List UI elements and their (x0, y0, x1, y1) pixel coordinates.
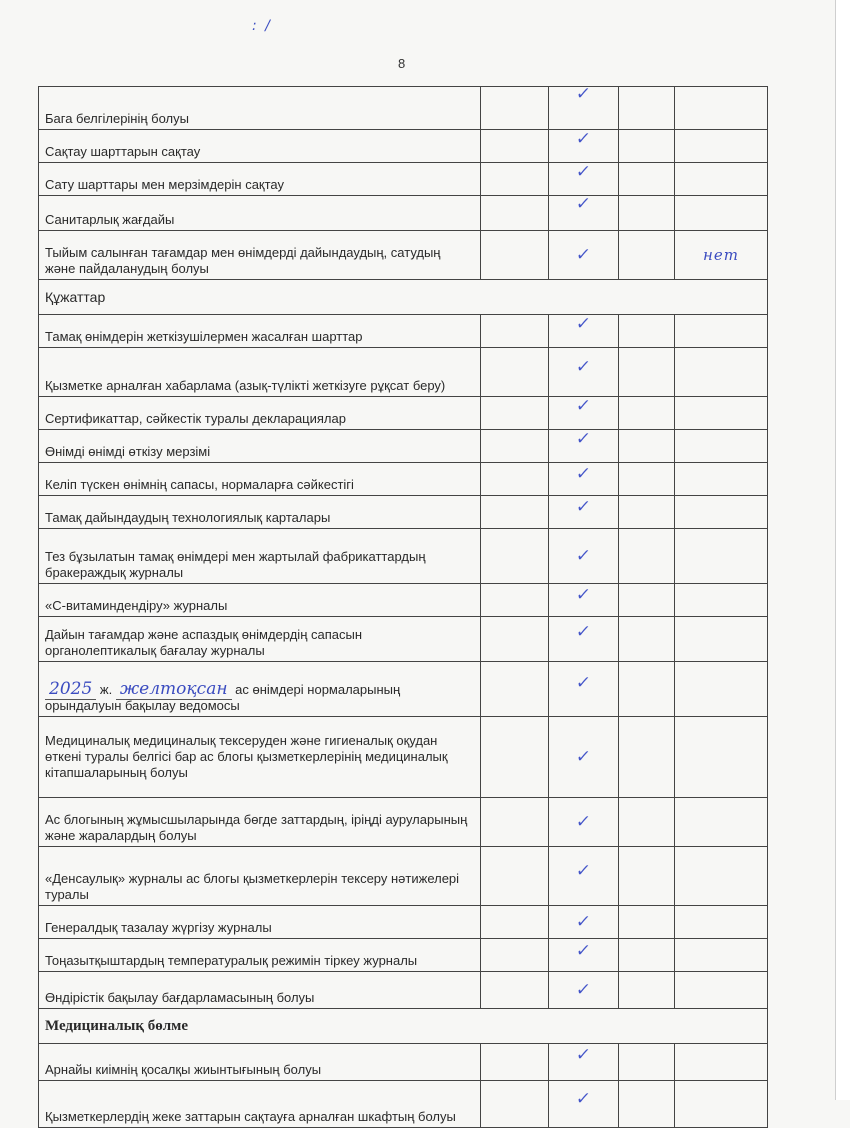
table-row (38, 83, 768, 130)
check-icon: ✓ (575, 193, 593, 214)
check-icon: ✓ (575, 463, 593, 484)
check-cell (549, 231, 619, 279)
note-cell (675, 584, 767, 616)
column-c-cell (619, 163, 675, 195)
section-title: Құжаттар (45, 289, 106, 305)
table-row (38, 617, 768, 662)
table-row (38, 430, 768, 463)
column-c-cell (619, 87, 675, 129)
check-cell (549, 315, 619, 347)
column-c-cell (619, 397, 675, 429)
check-cell (549, 463, 619, 495)
check-icon: ✓ (575, 545, 593, 566)
column-a-cell (481, 1044, 549, 1080)
criterion-text: Өндірістік бақылау бағдарламасының болуы (39, 972, 481, 1008)
note-cell (675, 130, 767, 162)
criterion-text: Тамақ дайындаудың технологиялық карталары (39, 496, 481, 528)
section-title: Медициналық бөлме (45, 1018, 189, 1034)
check-cell (549, 193, 619, 230)
column-c-cell (619, 130, 675, 162)
criterion-text: Келіп түскен өнімнің сапасы, нормаларға сәйкестігі (39, 463, 481, 495)
column-c-cell (619, 348, 675, 396)
note-cell (675, 972, 767, 1008)
check-cell (549, 348, 619, 396)
check-icon: ✓ (575, 244, 593, 265)
column-c-cell (619, 798, 675, 846)
note-cell (675, 430, 767, 462)
column-c-cell (619, 584, 675, 616)
table-row (38, 193, 768, 231)
column-c-cell (619, 430, 675, 462)
column-c-cell (619, 847, 675, 905)
check-icon: ✓ (575, 584, 593, 605)
column-c-cell (619, 617, 675, 661)
table-row (38, 463, 768, 496)
criterion-text: Бага белгілерінің болуы (39, 87, 481, 129)
note-cell (675, 87, 767, 129)
check-icon: ✓ (575, 979, 593, 1000)
column-a-cell (481, 906, 549, 938)
check-icon: ✓ (575, 161, 593, 182)
column-a-cell (481, 163, 549, 195)
column-c-cell (619, 315, 675, 347)
criterion-text: Сату шарттары мен мерзімдерін сақтау (39, 163, 481, 195)
table-row (38, 348, 768, 397)
criterion-text (39, 662, 481, 716)
criterion-text: Генералдық тазалау жүргізу журналы (39, 906, 481, 938)
table-row (38, 1081, 768, 1128)
table-row (38, 529, 768, 584)
note-cell (675, 397, 767, 429)
check-icon: ✓ (575, 672, 593, 693)
column-c-cell (619, 939, 675, 971)
handwritten-mark: : / (252, 18, 272, 34)
check-icon: ✓ (575, 428, 593, 449)
note-cell (675, 463, 767, 495)
column-c-cell (619, 717, 675, 797)
note-cell (675, 529, 767, 583)
table-row (38, 584, 768, 617)
check-cell (549, 939, 619, 971)
check-cell (549, 847, 619, 905)
check-cell (549, 617, 619, 661)
check-icon: ✓ (575, 911, 593, 932)
column-a-cell (481, 430, 549, 462)
criterion-text: Қызметке арналған хабарлама (азық-түлікті жеткізуге рұқсат беру) (39, 348, 481, 396)
criterion-flow (45, 681, 474, 714)
column-a-cell (481, 617, 549, 661)
note-cell (675, 1044, 767, 1080)
note-cell (675, 196, 767, 230)
table-row (38, 130, 768, 163)
note-cell (675, 717, 767, 797)
criterion-text: Тоңазытқыштардың температуралық режимін тіркеу журналы (39, 939, 481, 971)
column-c-cell (619, 529, 675, 583)
table-row (38, 496, 768, 529)
column-a-cell (481, 196, 549, 230)
table-row (38, 315, 768, 348)
column-a-cell (481, 939, 549, 971)
criterion-text: Сертификаттар, сәйкестік туралы декларациялар (39, 397, 481, 429)
column-c-cell (619, 1081, 675, 1127)
note-cell (675, 1081, 767, 1127)
check-cell (549, 130, 619, 162)
check-icon: ✓ (575, 313, 593, 334)
check-icon: ✓ (575, 83, 593, 104)
column-a-cell (481, 717, 549, 797)
note-cell (675, 496, 767, 528)
criterion-text: Арнайы киімнің қосалқы жиынтығының болуы (39, 1044, 481, 1080)
check-icon: ✓ (575, 395, 593, 416)
note-cell (675, 617, 767, 661)
check-cell (549, 798, 619, 846)
table-row (38, 972, 768, 1009)
table-row (38, 847, 768, 906)
criterion-text: Дайын тағамдар және аспаздық өнімдердің сапасын органолептикалық бағалау журналы (39, 617, 481, 661)
check-cell (549, 529, 619, 583)
note-cell (675, 662, 767, 716)
column-a-cell (481, 463, 549, 495)
table-row (38, 662, 768, 717)
column-c-cell (619, 972, 675, 1008)
criterion-text: Санитарлық жағдайы (39, 196, 481, 230)
page-number: 8 (398, 56, 406, 71)
column-a-cell (481, 348, 549, 396)
column-a-cell (481, 529, 549, 583)
section-row (38, 280, 768, 315)
table-row (38, 906, 768, 939)
check-cell (549, 584, 619, 616)
column-a-cell (481, 397, 549, 429)
note-cell (675, 163, 767, 195)
criterion-text: Тамақ өнімдерін жеткізушілермен жасалған шарттар (39, 315, 481, 347)
check-icon: ✓ (575, 128, 593, 149)
criterion-text: Ас блогының жұмысшыларында бөгде заттардың, іріңді ауруларының және жаралардың болуы (39, 798, 481, 846)
criterion-text: Өнімді өнімді өткізу мерзімі (39, 430, 481, 462)
column-a-cell (481, 847, 549, 905)
check-cell (549, 717, 619, 797)
check-cell (549, 1081, 619, 1127)
criterion-text: Сақтау шарттарын сақтау (39, 130, 481, 162)
check-cell (549, 430, 619, 462)
check-icon: ✓ (575, 621, 593, 642)
column-c-cell (619, 231, 675, 279)
check-icon: ✓ (575, 1044, 593, 1065)
checklist-table (38, 83, 768, 1128)
handwritten-year: 2025 (45, 679, 96, 700)
check-icon: ✓ (575, 1088, 593, 1109)
check-icon: ✓ (575, 496, 593, 517)
check-cell (549, 662, 619, 716)
check-icon: ✓ (575, 811, 593, 832)
column-a-cell (481, 130, 549, 162)
criterion-text-rest: ас өнімдері нормаларының орындалуын бақылау ведомосы (45, 682, 401, 713)
column-c-cell (619, 496, 675, 528)
column-c-cell (619, 662, 675, 716)
table-row (38, 1044, 768, 1081)
column-c-cell (619, 906, 675, 938)
table-row (38, 163, 768, 196)
check-icon: ✓ (575, 356, 593, 377)
note-cell (675, 315, 767, 347)
note-cell (675, 939, 767, 971)
column-c-cell (619, 463, 675, 495)
note-cell (675, 348, 767, 396)
note-cell (675, 847, 767, 905)
handwritten-note: нет (703, 246, 739, 264)
column-a-cell (481, 584, 549, 616)
criterion-text: «Денсаулық» журналы ас блогы қызметкерлерін тексеру нәтижелері туралы (39, 847, 481, 905)
column-a-cell (481, 315, 549, 347)
column-a-cell (481, 798, 549, 846)
column-a-cell (481, 231, 549, 279)
check-cell (549, 1044, 619, 1080)
criterion-text: Қызметкерлердің жеке заттарын сақтауға арналған шкафтың болуы (39, 1081, 481, 1127)
check-cell (549, 906, 619, 938)
note-cell (675, 231, 767, 279)
section-row (38, 1009, 768, 1044)
column-a-cell (481, 496, 549, 528)
check-cell (549, 397, 619, 429)
table-row (38, 397, 768, 430)
page-edge (835, 0, 850, 1100)
criterion-text: Тез бұзылатын тамақ өнімдері мен жартылай фабрикаттардың бракераждық журналы (39, 529, 481, 583)
check-cell (549, 83, 619, 129)
note-cell (675, 906, 767, 938)
column-a-cell (481, 87, 549, 129)
column-c-cell (619, 196, 675, 230)
check-icon: ✓ (575, 940, 593, 961)
column-a-cell (481, 662, 549, 716)
note-cell (675, 798, 767, 846)
check-icon: ✓ (575, 860, 593, 881)
table-row (38, 798, 768, 847)
table-row (38, 231, 768, 280)
check-cell (549, 496, 619, 528)
criterion-text: Тыйым салынған тағамдар мен өнімдерді дайындаудың, сатудың және пайдаланудың болуы (39, 231, 481, 279)
column-c-cell (619, 1044, 675, 1080)
handwritten-month: желтоқсан (116, 679, 232, 700)
column-a-cell (481, 972, 549, 1008)
check-cell (549, 972, 619, 1008)
table-row (38, 939, 768, 972)
column-a-cell (481, 1081, 549, 1127)
criterion-text: Медициналық медициналық тексеруден және гигиеналық оқудан өткені туралы белгісі бар ас блогы қызметкерлерінің медициналық кітапшаларының болуы (39, 717, 481, 797)
year-suffix: ж. (99, 682, 113, 697)
table-row (38, 717, 768, 798)
criterion-text: «С-витаминдендіру» журналы (39, 584, 481, 616)
check-cell (549, 163, 619, 195)
check-icon: ✓ (575, 746, 593, 767)
